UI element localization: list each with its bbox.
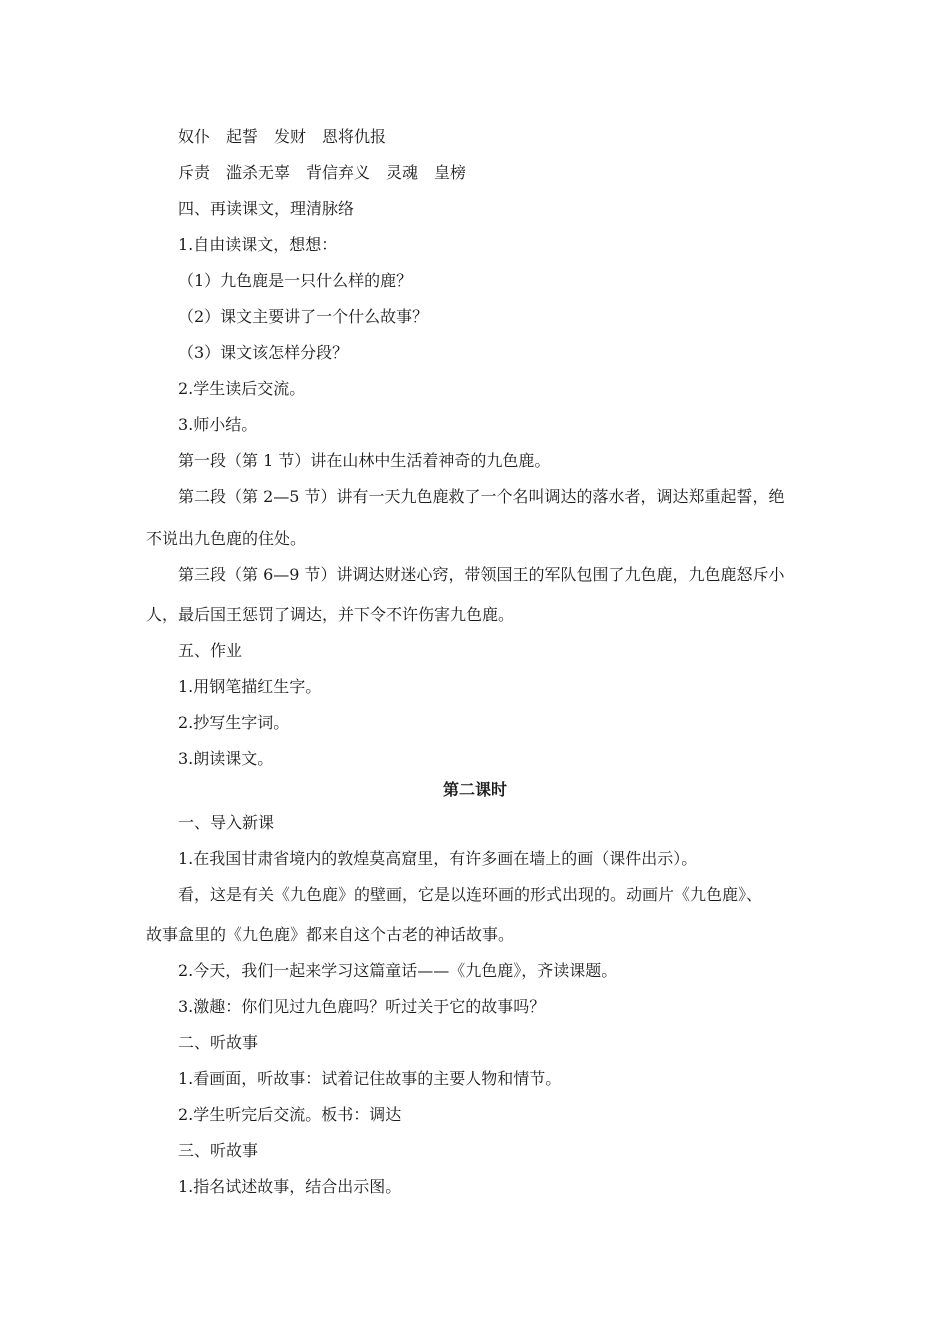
paragraph-line-1: 看，这是有关《九色鹿》的壁画，它是以连环画的形式出现的。动画片《九色鹿》、: [178, 885, 763, 904]
paragraph-segment-3-line-2: 人，最后国王惩罚了调达，并下令不许伤害九色鹿。: [146, 605, 515, 624]
list-item: 2.今天，我们一起来学习这篇童话——《九色鹿》，齐读课题。: [178, 961, 618, 980]
list-item: 1.自由读课文，想想：: [178, 235, 338, 254]
list-item: 2.学生读后交流。: [178, 379, 306, 398]
question-2: （2）课文主要讲了一个什么故事？: [178, 307, 429, 326]
section-heading-3: 三、听故事: [178, 1141, 259, 1160]
list-item: 1.在我国甘肃省境内的敦煌莫高窟里，有许多画在墙上的画（课件出示）。: [178, 849, 698, 868]
list-item: 1.看画面，听故事：试着记住故事的主要人物和情节。: [178, 1069, 562, 1088]
paragraph-segment-3-line-1: 第三段（第 6—9 节）讲调达财迷心窍，带领国王的军队包围了九色鹿，九色鹿怒斥小: [178, 565, 785, 584]
homework-item-2: 2.抄写生字词。: [178, 713, 290, 732]
vocabulary-line-1: 奴仆 起誓 发财 恩将仇报: [178, 127, 387, 146]
list-item: 1.指名试述故事，结合出示图。: [178, 1177, 402, 1196]
vocabulary-line-2: 斥责 滥杀无辜 背信弃义 灵魂 皇榜: [178, 163, 467, 182]
paragraph-segment-2-line-2: 不说出九色鹿的住处。: [146, 529, 307, 548]
question-1: （1）九色鹿是一只什么样的鹿？: [178, 271, 413, 290]
section-heading-4: 四、再读课文，理清脉络: [178, 199, 355, 218]
paragraph-segment-2-line-1: 第二段（第 2—5 节）讲有一天九色鹿救了一个名叫调达的落水者，调达郑重起誓，绝: [178, 487, 785, 506]
section-heading-2: 二、听故事: [178, 1033, 259, 1052]
paragraph-segment-1: 第一段（第 1 节）讲在山林中生活着神奇的九色鹿。: [178, 451, 551, 470]
list-item: 3.激趣：你们见过九色鹿吗？听过关于它的故事吗？: [178, 997, 546, 1016]
lesson-title: 第二课时: [442, 780, 507, 799]
homework-item-3: 3.朗读课文。: [178, 749, 274, 768]
question-3: （3）课文该怎样分段？: [178, 343, 349, 362]
section-heading-5: 五、作业: [178, 641, 243, 660]
homework-item-1: 1.用钢笔描红生字。: [178, 677, 322, 696]
list-item: 2.学生听完后交流。板书：调达: [178, 1105, 402, 1124]
list-item: 3.师小结。: [178, 415, 258, 434]
section-heading-1: 一、导入新课: [178, 813, 275, 832]
paragraph-line-2: 故事盒里的《九色鹿》都来自这个古老的神话故事。: [146, 925, 515, 944]
